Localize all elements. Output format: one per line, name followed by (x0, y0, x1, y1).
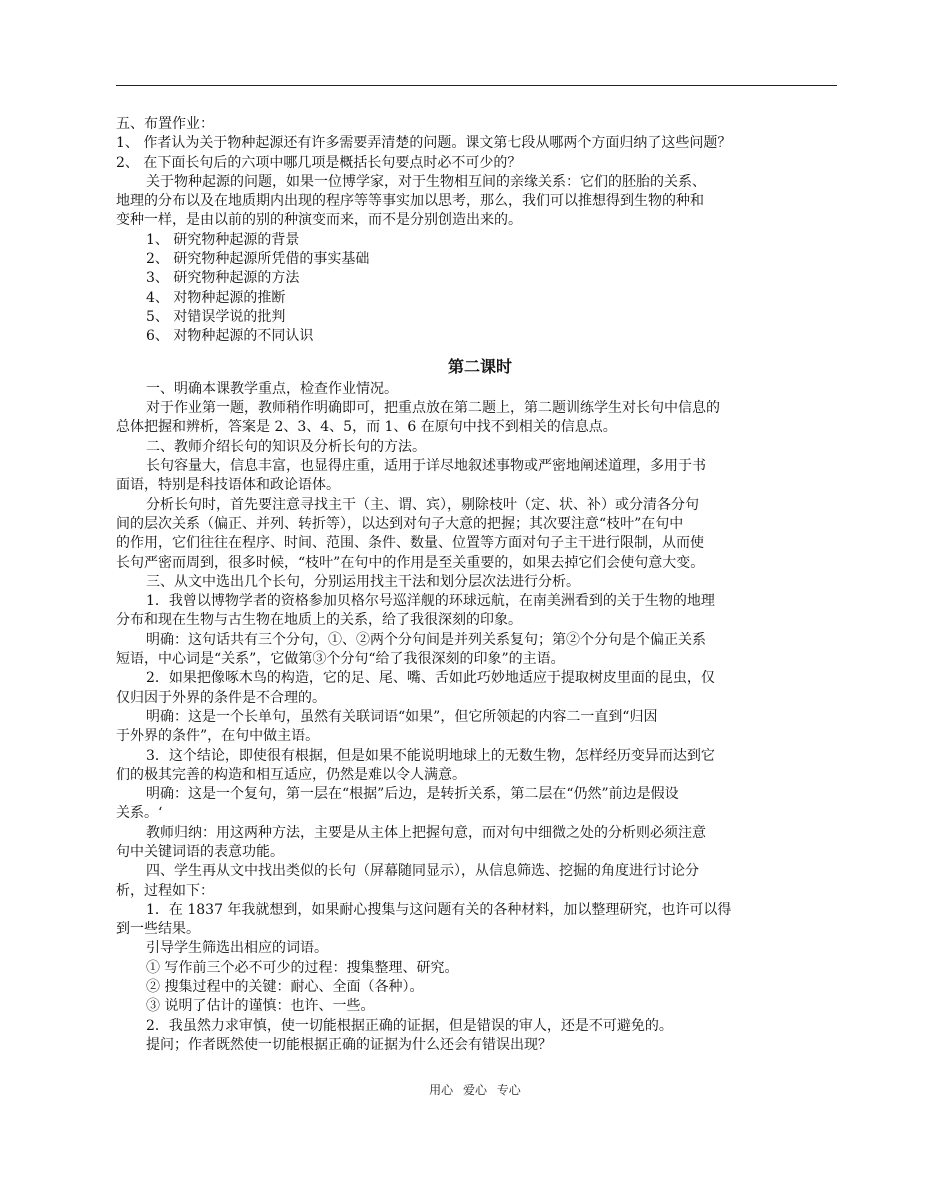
lesson-line: 分布和现在生物与古生物在地质上的关系，给了我很深刻的印象。 (116, 612, 522, 629)
option-item: 1、 研究物种起源的背景 (146, 231, 300, 248)
lesson-line: 2．我虽然力求审慎，使一切能根据正确的证据，但是错误的审人，还是不可避免的。 (146, 1017, 673, 1034)
lesson-line: 间的层次关系（偏正、并列、转折等），以达到对句子大意的把握；其次要注意“枝叶”在句中 (116, 515, 684, 532)
lesson-line: 们的极其完善的构造和相互适应，仍然是难以令人满意。 (116, 766, 466, 783)
lesson-line: 到一些结果。 (116, 921, 200, 938)
lesson-content (116, 380, 844, 1055)
lesson-line: 3．这个结论，即使很有根据，但是如果不能说明地球上的无数生物，怎样经历变异而达到它 (146, 747, 715, 764)
lesson-line: 仅归因于外界的条件是不合理的。 (116, 689, 326, 706)
lesson-line: 长句严密而周到，很多时候，“枝叶”在句中的作用是至关重要的，如果去掉它们会使句意大变。 (116, 554, 705, 571)
header-rule (116, 85, 837, 86)
lesson-line: 短语，中心词是“关系”，它做第③个分句“给了我很深刻的印象”的主语。 (116, 651, 565, 668)
lesson-line: 于外界的条件”，在句中做主语。 (116, 728, 320, 745)
document-body (116, 115, 844, 1055)
passage-line: 地理的分布以及在地质期内出现的程序等等事实加以思考，那么，我们可以推想得到生物的种和 (116, 193, 704, 210)
lesson-line: 二、教师介绍长句的知识及分析长句的方法。 (146, 438, 426, 455)
passage-line: 变种一样，是由以前的别的种演变而来，而不是分别创造出来的。 (116, 212, 522, 229)
lesson-line: 提问；作者既然使一切能根据正确的证据为什么还会有错误出现？ (146, 1036, 552, 1053)
option-item: 2、 研究物种起源所凭借的事实基础 (146, 251, 370, 268)
page-footer: 用心 爱心 专心 (429, 1083, 521, 1097)
lesson-line: 对于作业第一题，教师稍作明确即可，把重点放在第二题上，第二题训练学生对长句中信息的 (146, 400, 720, 417)
lesson-line: 四、学生再从文中找出类似的长句（屏幕随同显示），从信息筛选、挖掘的角度进行讨论分 (146, 863, 699, 880)
lesson-line: 明确：这句话共有三个分句，①、②两个分句间是并列关系复句；第②个分句是个偏正关系 (146, 631, 706, 648)
passage-line: 关于物种起源的问题，如果一位博学家，对于生物相互间的亲缘关系：它们的胚胎的关系、 (146, 173, 706, 190)
lesson-line: ② 搜集过程中的关键：耐心、全面（各种）。 (146, 979, 424, 996)
lesson-line: 分析长句时，首先要注意寻找主干（主、谓、宾），剔除枝叶（定、状、补）或分清各分句 (146, 496, 699, 513)
lesson-line: 句中关键词语的表意功能。 (116, 843, 284, 860)
option-item: 4、 对物种起源的推断 (146, 289, 286, 306)
lesson-line: 三、从文中选出几个长句，分别运用找主干法和划分层次法进行分析。 (146, 573, 580, 590)
lesson-line: 1．我曾以博物学者的资格参加贝格尔号巡洋舰的环球远航，在南美洲看到的关于生物的地理 (146, 593, 715, 610)
lesson-line: 2．如果把像啄木鸟的构造，它的足、尾、嘴、舌如此巧妙地适应于提取树皮里面的昆虫，仅 (146, 670, 715, 687)
lesson-line: ① 写作前三个必不可少的过程：搜集整理、研究。 (146, 959, 459, 976)
homework-question-2: 2、 在下面长句后的六项中哪几项是概括长句要点时必不可少的？ (116, 154, 522, 171)
lesson-line: 明确：这是一个长单句，虽然有关联词语“如果”，但它所领起的内容二一直到“归因 (146, 708, 658, 725)
homework-question-1: 1、 作者认为关于物种起源还有许多需要弄清楚的问题。课文第七段从哪两个方面归纳了这些问题？ (116, 135, 732, 152)
lesson-line: 面语，特别是科技语体和政论语体。 (116, 477, 340, 494)
lesson-line: 总体把握和辨析，答案是 2、3、4、5，而 1、6 在原句中找不到相关的信息点。 (116, 419, 617, 436)
lesson-line: 析，过程如下： (116, 882, 214, 899)
lesson-line: 教师归纳：用这两种方法，主要是从主体上把握句意，而对句中细微之处的分析则必须注意 (146, 824, 706, 841)
lesson-line: 长句容量大，信息丰富，也显得庄重，适用于详尽地叙述事物或严密地阐述道理，多用于书 (146, 458, 706, 475)
lesson-title: 第二课时 (447, 356, 512, 376)
lesson-line: 引导学生筛选出相应的词语。 (146, 940, 328, 957)
option-item: 6、 对物种起源的不同认识 (146, 328, 314, 345)
lesson-line: ③ 说明了估计的谨慎：也许、一些。 (146, 998, 375, 1015)
option-item: 5、 对错误学说的批判 (146, 308, 286, 325)
section-heading: 五、布置作业： (116, 116, 214, 132)
lesson-line: 关系。‘ (116, 805, 163, 822)
lesson-line: 明确：这是一个复句，第一层在“根据”后边，是转折关系，第二层在“仍然”前边是假设 (146, 786, 679, 803)
option-item: 3、 研究物种起源的方法 (146, 270, 300, 287)
lesson-line: 一、明确本课教学重点，检查作业情况。 (146, 380, 398, 397)
lesson-line: 的作用，它们往往在程序、时间、范围、条件、数量、位置等方面对句子主干进行限制，从而使 (116, 535, 704, 552)
lesson-line: 1．在 1837 年我就想到，如果耐心搜集与这问题有关的各种材料，加以整理研究，也许可以得 (146, 901, 732, 918)
